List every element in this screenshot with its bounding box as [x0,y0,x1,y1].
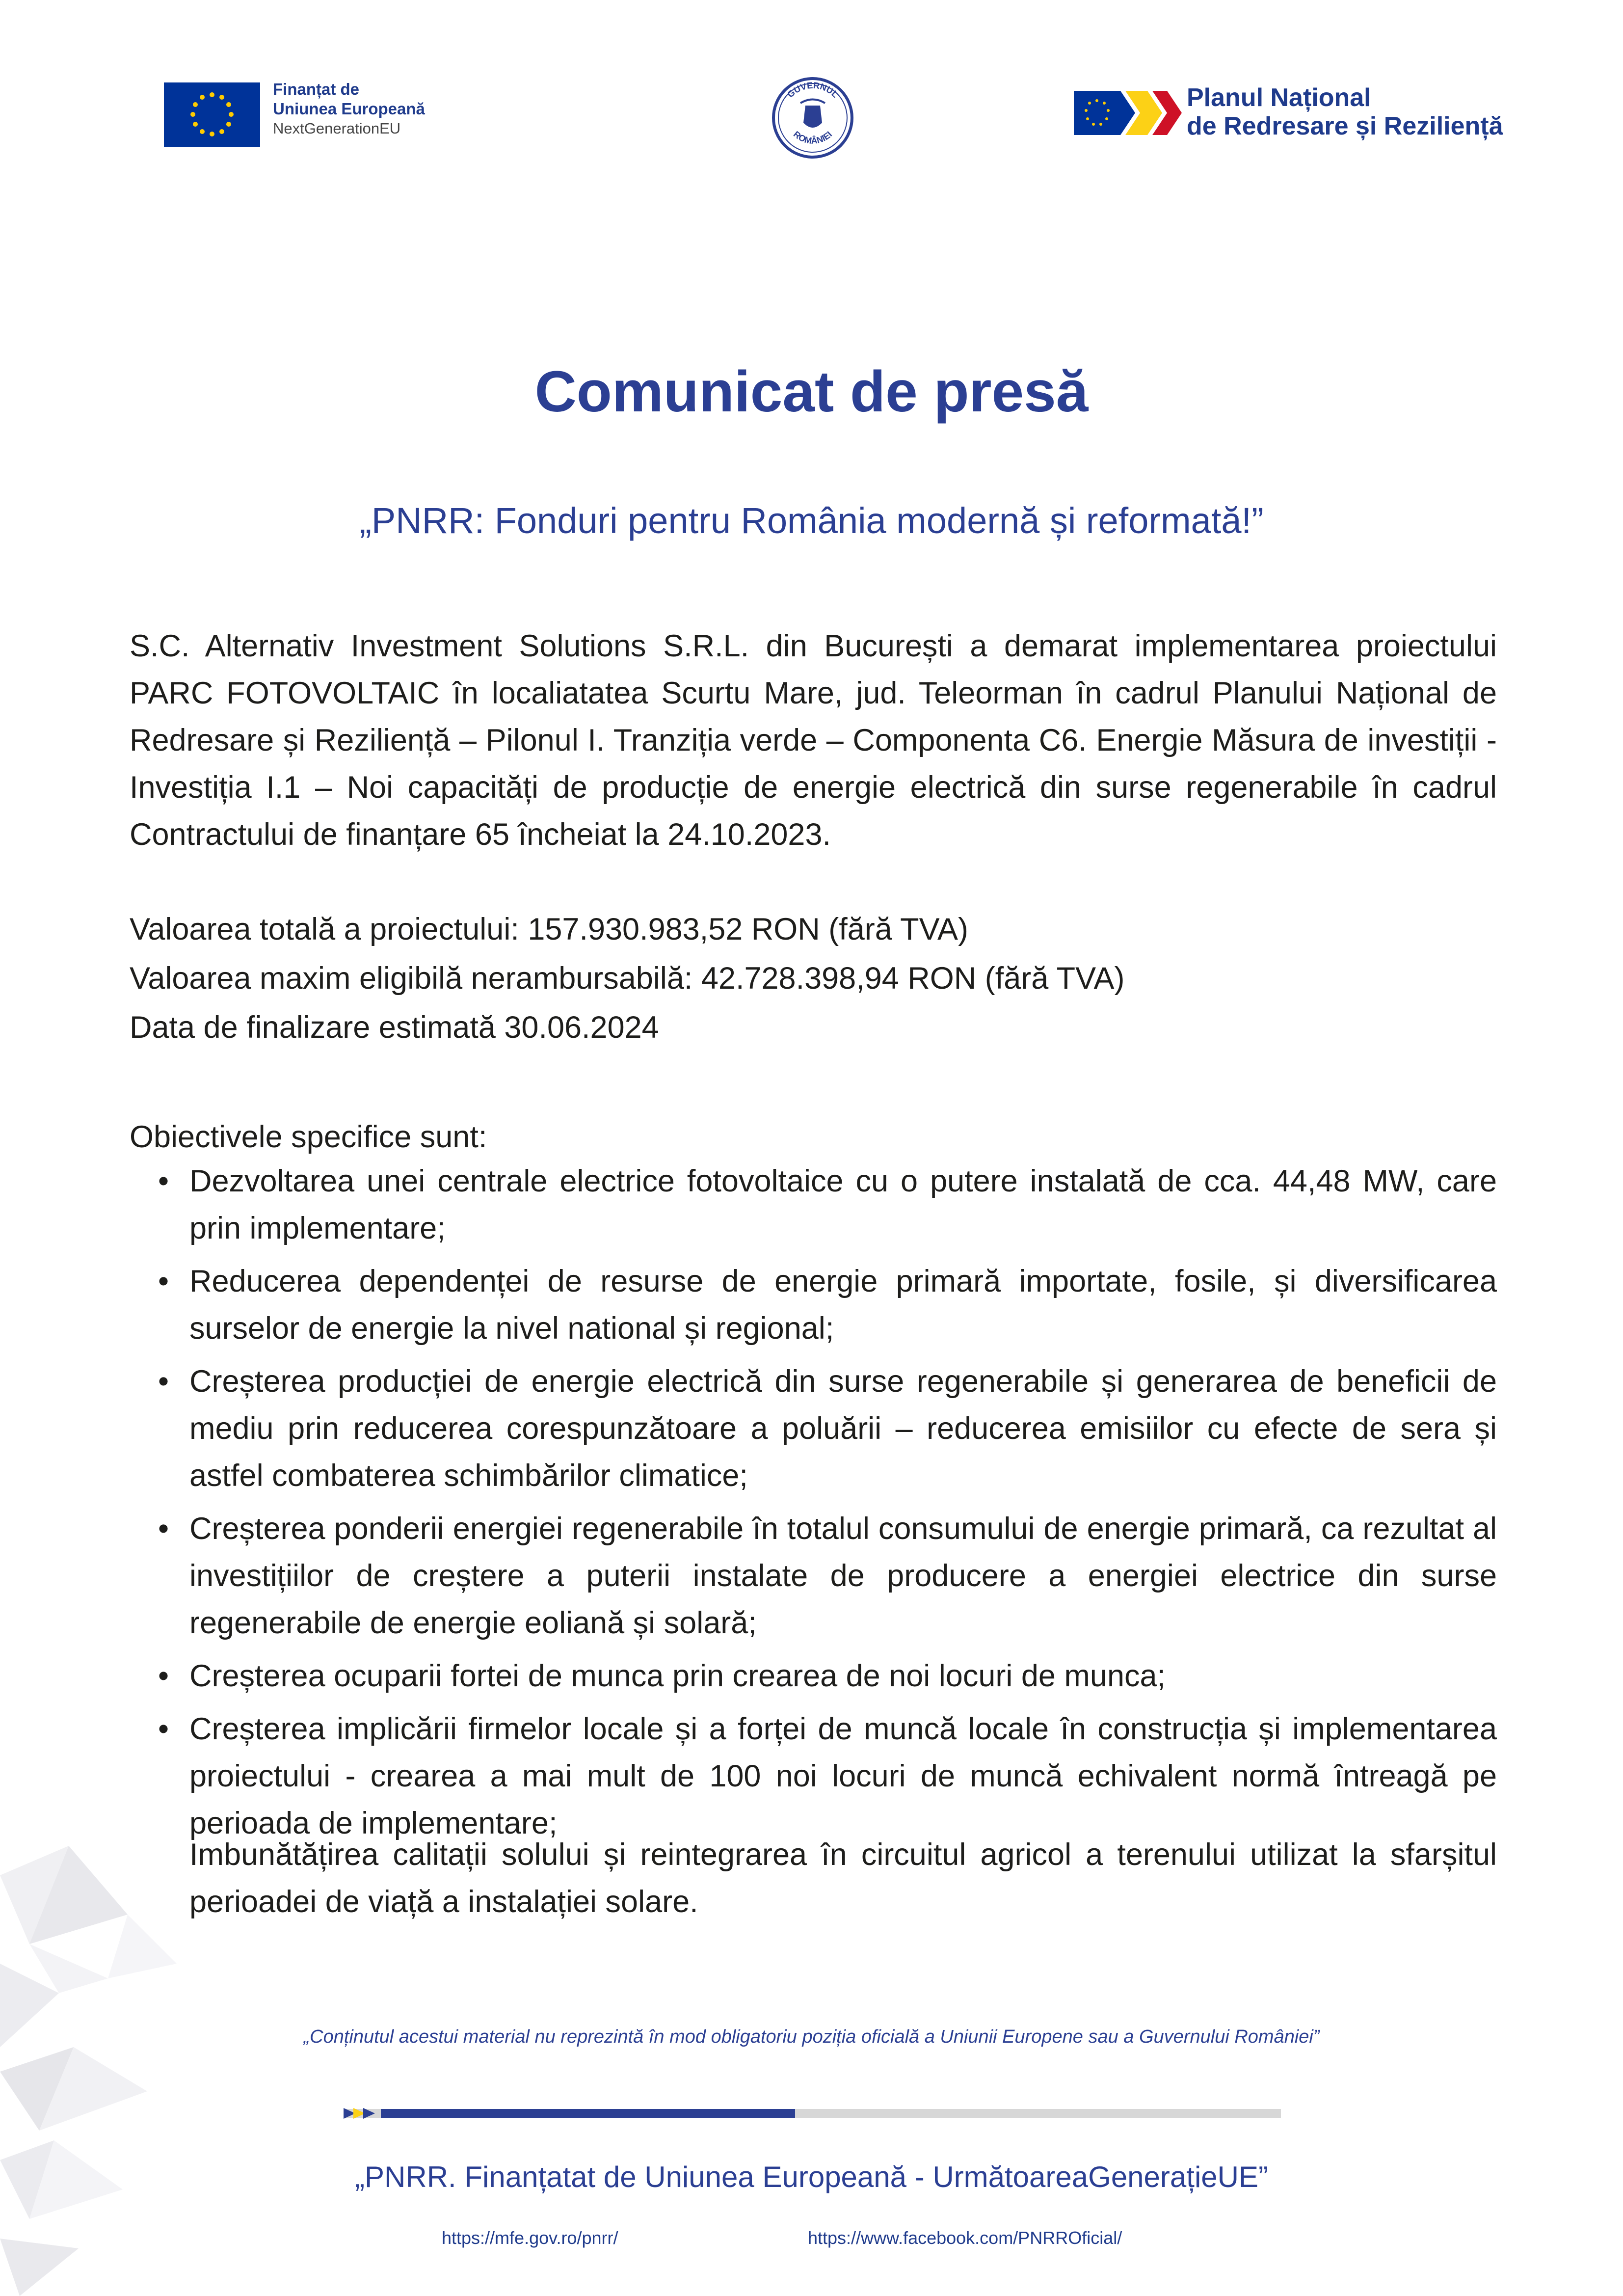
bullet-icon: • [158,1712,169,1746]
objective-text: Dezvoltarea unei centrale electrice fotovoltaice cu o putere instalată de cca. 44,48 MW, care prin implementare; [189,1164,1497,1245]
government-seal-logo [771,76,854,160]
bullet-icon: • [158,1512,169,1546]
seal-bottom-text: ROMÂNIEI [791,129,834,146]
eu-line3: NextGenerationEU [273,120,401,137]
footer-bar-fill [381,2109,795,2118]
pnrr-title-text [1187,83,1503,140]
list-item [130,1505,1497,1647]
total-value: Valoarea totală a proiectului: 157.930.983,52 RON (fără TVA) [130,912,968,946]
footer-slogan: „PNRR. Finanțatat de Uniunea Europeană - UrmătoareaGenerațieUE” [355,2161,1268,2193]
end-date: Data de finalizare estimată 30.06.2024 [130,1010,659,1045]
objectives-list [130,1158,1497,1853]
bullet-icon: • [158,1364,169,1399]
list-item [130,1258,1497,1352]
bullet-icon: • [158,1264,169,1298]
bullet-icon: • [158,1164,169,1198]
disclaimer: „Conținutul acestui material nu reprezintă în mod obligatoriu poziția oficială a Uniunii Europene sau a Guvernului României” [303,2026,1320,2047]
facebook-link[interactable]: https://www.facebook.com/PNRROficial/ [808,2228,1122,2248]
eu-line1: Finanțat de [273,80,360,98]
mfe-link[interactable]: https://mfe.gov.ro/pnrr/ [442,2228,618,2248]
list-item [130,1358,1497,1499]
seal-top-text: GUVERNUL [785,80,840,100]
bullet-icon: • [158,1659,169,1693]
eu-line2: Uniunea Europeană [273,100,425,118]
pnrr-logo [1074,83,1182,142]
footer-arrow-icon [344,2106,383,2121]
list-item [130,1705,1497,1847]
intro-paragraph: S.C. Alternativ Investment Solutions S.R.L. din București a demarat implementarea proiectului PARC FOTOVOLTAIC în localiatatea Scurtu Mare, jud. Teleorman în cadrul Planului Național de Redresare și Reziliență – Pilonul I. Tranziția verde – Componenta C6. Energie Măsura de investiții - Investiția I.1 – Noi capacități de producție de energie electrică din surse regenerabile în cadrul Contractului de finanțare 65 încheiat la 24.10.2023. [130,629,1497,852]
objective-text: Creșterea ponderii energiei regenerabile în totalul consumului de energie primară, ca rezultat al investițiilor de creștere a puterii instalate de producere a energiei electrice din surse regenerabile de energie eoliană și solară; [189,1512,1497,1640]
eu-funding-text [273,80,425,138]
objective-text: Reducerea dependenței de resurse de energie primară importate, fosile, și diversificarea surselor de energie la nivel national și regional; [189,1264,1497,1346]
last-objective-paragraph: Imbunătățirea calitații solului și reintegrarea în circuitul agricol a terenului utilizat la sfarșitul perioadei de viață a instalației solare. [189,1837,1497,1919]
pnrr-line1: Planul Național [1187,83,1371,112]
list-item [130,1158,1497,1252]
pnrr-line2: de Redresare și Reziliență [1187,112,1503,140]
page-title: Comunicat de presă [534,359,1089,424]
objective-text: Creșterea implicării firmelor locale și a forței de muncă locale în construcția și implementarea proiectului - crearea a mai mult de 100 noi locuri de muncă echivalent normă întreagă pe perioada de implementare; [189,1712,1497,1840]
project-facts [130,905,1497,1052]
objectives-label: Obiectivele specifice sunt: [130,1120,487,1154]
eligible-value: Valoarea maxim eligibilă nerambursabilă: 42.728.398,94 RON (fără TVA) [130,961,1125,996]
page-subtitle: „PNRR: Fonduri pentru România modernă și reformată!” [359,500,1264,541]
list-item [130,1652,1497,1700]
eu-flag-logo [164,82,260,147]
objective-text: Creșterea producției de energie electrică din surse regenerabile și generarea de beneficii de mediu prin reducerea corespunzătoare a poluării – reducerea emisiilor cu efecte de sera și astfel combaterea schimbărilor climatice; [189,1364,1497,1493]
objective-text: Creșterea ocuparii fortei de munca prin crearea de noi locuri de munca; [189,1659,1166,1693]
